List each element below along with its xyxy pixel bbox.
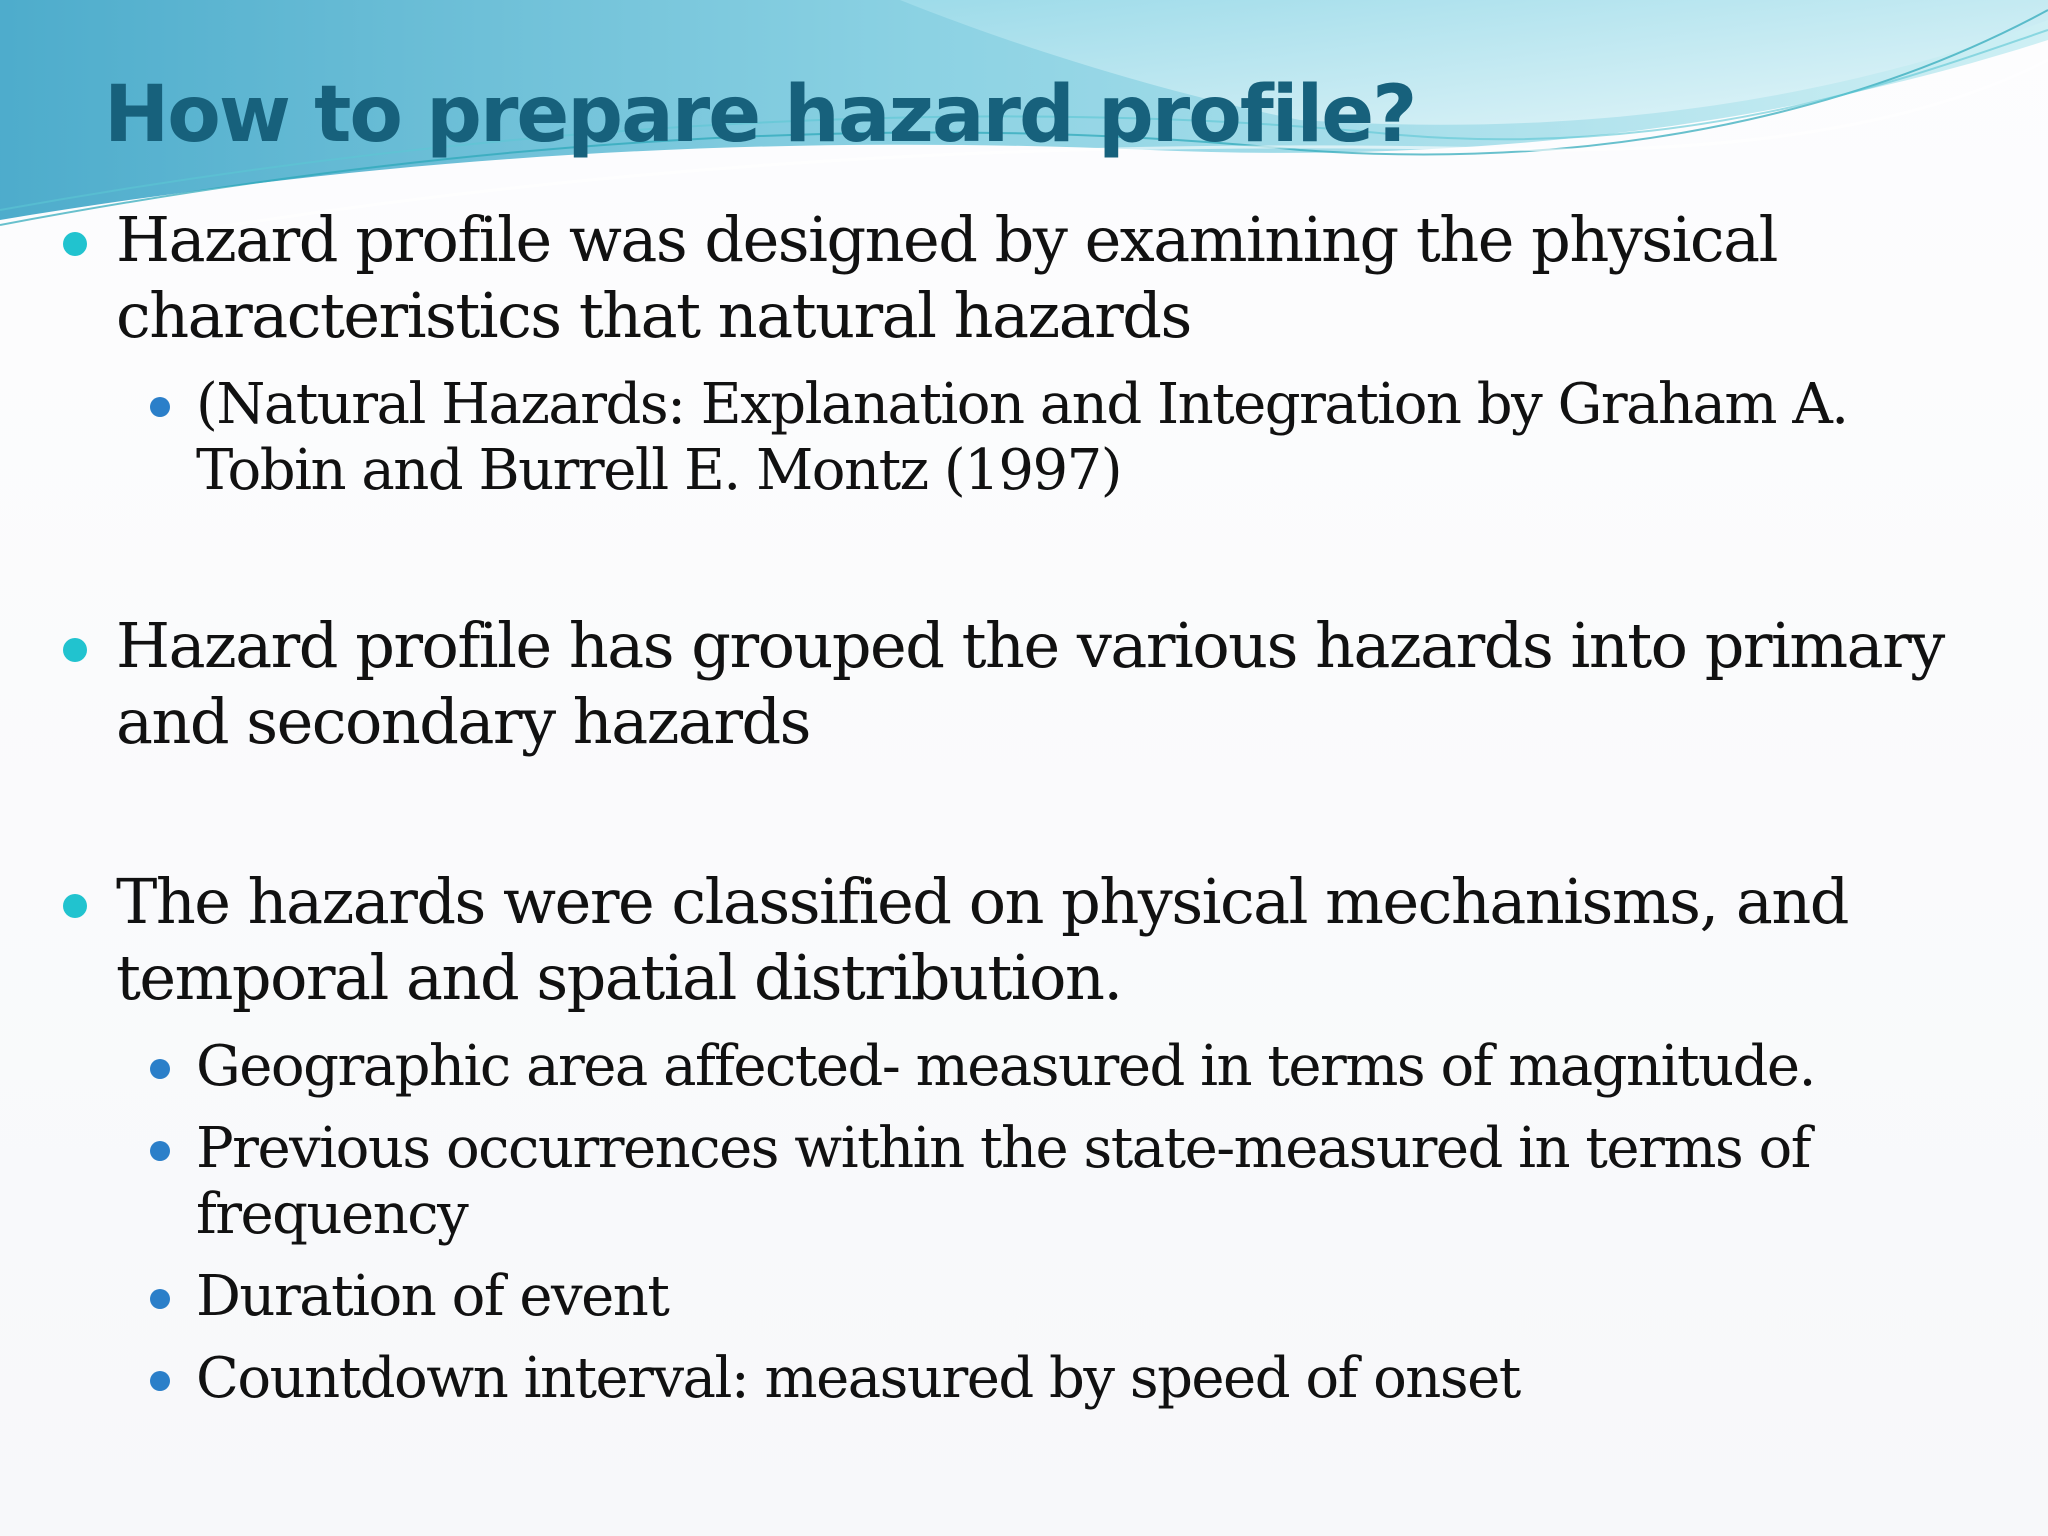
sub-bullet-countdown-interval (140, 1346, 1990, 1412)
sub-bullet-dot (150, 1059, 170, 1079)
sub-bullet-text: Geographic area affected- measured in terms of magnitude. (196, 1034, 1815, 1099)
sub-bullet-text: Duration of event (196, 1264, 669, 1329)
sub-bullet-duration (140, 1264, 1990, 1330)
bullet-dot (63, 894, 87, 918)
sub-bullet-citation (140, 372, 1990, 504)
bullet-dot (63, 232, 87, 256)
bullet-text: Hazard profile was designed by examining the physical characteristics that natural hazards (116, 203, 1777, 352)
sub-bullet-dot (150, 1289, 170, 1309)
sub-bullet-dot (150, 1141, 170, 1161)
bullet-item-3 (60, 864, 1990, 1016)
sub-bullet-text: Previous occurrences within the state-measured in terms of frequency (196, 1116, 1810, 1247)
sub-bullet-dot (150, 397, 170, 417)
sub-bullet-text: (Natural Hazards: Explanation and Integration by Graham A. Tobin and Burrell E. Montz (1997) (196, 372, 1848, 503)
slide-title: How to prepare hazard profile? (104, 70, 1416, 160)
bullet-dot (63, 638, 87, 662)
bullet-text: The hazards were classified on physical mechanisms, and temporal and spatial distribution. (116, 865, 1848, 1014)
bullet-text: Hazard profile has grouped the various hazards into primary and secondary hazards (116, 609, 1944, 758)
sub-bullet-text: Countdown interval: measured by speed of onset (196, 1346, 1520, 1411)
bullet-list (60, 202, 1990, 1412)
sub-bullet-dot (150, 1371, 170, 1391)
sub-bullet-previous-occurrences (140, 1116, 1990, 1248)
bullet-item-1 (60, 202, 1990, 354)
sub-bullet-geographic-area (140, 1034, 1990, 1100)
bullet-item-2 (60, 608, 1990, 760)
